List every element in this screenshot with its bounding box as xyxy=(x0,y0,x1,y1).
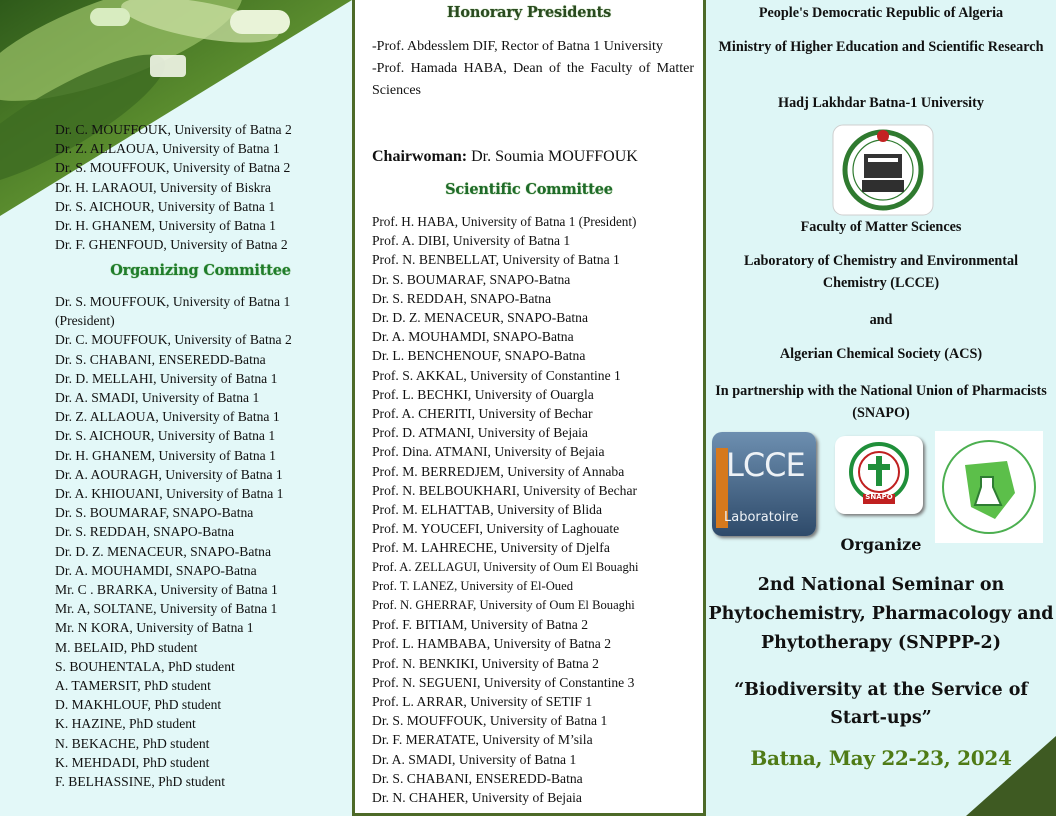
list-item: Dr. S. AICHOUR, University of Batna 1 xyxy=(55,428,276,444)
honorary-presidents-list xyxy=(372,36,694,102)
list-item: Prof. N. BENBELLAT, University of Batna 1 xyxy=(372,252,620,268)
seminar-theme: “Biodiversity at the Service of Start-ups” xyxy=(734,680,1028,728)
chair-label: Chairwoman: xyxy=(372,148,468,165)
list-item: Prof. M. ELHATTAB, University of Blida xyxy=(372,502,602,518)
faculty-line: Faculty of Matter Sciences xyxy=(800,219,962,235)
list-item: Prof. Dina. ATMANI, University of Bejaia xyxy=(372,444,605,460)
list-item: Dr. S. BOUMARAF, SNAPO-Batna xyxy=(372,271,571,287)
scientific-committee-list xyxy=(372,212,699,807)
list-item: Mr. A, SOLTANE, University of Batna 1 xyxy=(55,601,278,617)
list-item: Dr. C. MOUFFOUK, University of Batna 2 xyxy=(55,122,292,137)
list-item: Dr. S. MOUFFOUK, University of Batna 2 xyxy=(55,160,291,176)
list-item: Prof. A. CHERITI, University of Bechar xyxy=(372,406,593,422)
list-item: Prof. A. DIBI, University of Batna 1 xyxy=(372,233,571,249)
and-line: and xyxy=(869,312,893,328)
list-item: Prof. M. BERREDJEM, University of Annaba xyxy=(372,463,625,479)
list-item: Prof. N. BENKIKI, University of Batna 2 xyxy=(372,655,599,671)
scientific-committee-heading: Scientific Committee xyxy=(445,181,613,198)
snapo-emblem xyxy=(835,436,923,514)
list-item: Dr. S. BOUMARAF, SNAPO-Batna xyxy=(55,505,254,521)
list-item: Dr. Z. ALLAOUA, University of Batna 1 xyxy=(55,141,280,157)
list-item: Dr. A. MOUHAMDI, SNAPO-Batna xyxy=(55,562,257,578)
honorary-president: -Prof. Hamada HABA, Dean of the Faculty of Matter Sciences xyxy=(372,61,694,98)
chairwoman xyxy=(372,148,703,166)
chair-name: Dr. Soumia MOUFFOUK xyxy=(471,148,638,165)
snapo-logo xyxy=(835,436,923,514)
list-item: Dr. H. GHANEM, University of Batna 1 xyxy=(55,447,276,463)
list-item: Prof. F. BITIAM, University of Batna 2 xyxy=(372,617,589,633)
list-item: Dr. S. REDDAH, SNAPO-Batna xyxy=(372,290,551,306)
list-item: Dr. H. GHANEM, University of Batna 1 xyxy=(55,218,276,234)
list-item: Dr. D. Z. MENACEUR, SNAPO-Batna xyxy=(55,543,271,559)
university-line: Hadj Lakhdar Batna-1 University xyxy=(778,95,984,111)
lcce-logo-text: LCCE xyxy=(726,446,805,484)
seminar-title: 2nd National Seminar on Phytochemistry, Pharmacology and Phytotherapy (SNPPP-2) xyxy=(708,575,1054,653)
seminar-date: Batna, May 22-23, 2024 xyxy=(750,746,1012,770)
list-item: A. TAMERSIT, PhD student xyxy=(55,678,211,694)
corner-decoration xyxy=(966,736,1056,816)
list-item: Dr. A. MOUHAMDI, SNAPO-Batna xyxy=(372,329,574,345)
list-item: K. HAZINE, PhD student xyxy=(55,716,196,732)
organizing-committee-list xyxy=(55,292,346,791)
list-item: Dr. S. CHABANI, ENSEREDD-Batna xyxy=(55,351,266,367)
organizing-committee-heading: Organizing Committee xyxy=(110,262,291,279)
list-item: Dr. F. MERATATE, University of M’sila xyxy=(372,732,593,748)
list-item: Prof. N. GHERRAF, University of Oum El Bouaghi xyxy=(372,598,635,613)
list-item: Dr. N. CHAHER, University of Bejaia xyxy=(372,790,582,806)
lcce-logo-subtext: Laboratoire xyxy=(724,510,799,525)
ministry-line: Ministry of Higher Education and Scientific Research xyxy=(718,39,1044,55)
list-item: N. BEKACHE, PhD student xyxy=(55,735,210,751)
list-item: Dr. S. AICHOUR, University of Batna 1 xyxy=(55,198,276,214)
list-item: Prof. L. ARRAR, University of SETIF 1 xyxy=(372,694,593,710)
list-item: D. MAKHLOUF, PhD student xyxy=(55,697,222,713)
list-item: Dr. D. MELLAHI, University of Batna 1 xyxy=(55,370,278,386)
list-item: Prof. L. BECHKI, University of Ouargla xyxy=(372,386,594,402)
list-item: Dr. S. CHABANI, ENSEREDD-Batna xyxy=(372,770,583,786)
list-item: S. BOUHENTALA, PhD student xyxy=(55,658,235,674)
list-item: Dr. A. SMADI, University of Batna 1 xyxy=(55,390,260,406)
list-item: Prof. M. LAHRECHE, University of Djelfa xyxy=(372,540,610,556)
list-item: K. MEHDADI, PhD student xyxy=(55,754,210,770)
snapo-logo-text: SNAPO xyxy=(865,493,893,501)
university-seal-logo xyxy=(832,124,934,216)
partnership-line: In partnership with the National Union of Pharmacists (SNAPO) xyxy=(715,383,1047,421)
list-item: Prof. D. ATMANI, University of Bejaia xyxy=(372,425,588,441)
honorary-presidents-heading: Honorary Presidents xyxy=(446,4,612,21)
list-item: Prof. T. LANEZ, University of El-Oued xyxy=(372,578,573,593)
left-panel xyxy=(0,0,352,816)
list-item: Dr. A. SMADI, University of Batna 1 xyxy=(372,751,577,767)
list-item: Mr. C . BRARKA, University of Batna 1 xyxy=(55,582,278,598)
middle-panel xyxy=(352,0,706,816)
list-item: Dr. S. REDDAH, SNAPO-Batna xyxy=(55,524,234,540)
list-item: Dr. D. Z. MENACEUR, SNAPO-Batna xyxy=(372,310,588,326)
list-item: Prof. S. AKKAL, University of Constantine 1 xyxy=(372,367,621,383)
list-item: Prof. N. BELBOUKHARI, University of Bechar xyxy=(372,482,638,498)
list-item: Prof. M. YOUCEFI, University of Laghouate xyxy=(372,521,620,537)
list-item: Dr. S. MOUFFOUK, University of Batna 1 xyxy=(372,713,608,729)
list-item: Dr. A. AOURAGH, University of Batna 1 xyxy=(55,466,283,482)
list-item: Dr. H. LARAOUI, University of Biskra xyxy=(55,179,271,195)
list-item: Dr. Z. ALLAOUA, University of Batna 1 xyxy=(55,409,280,425)
list-item: Prof. L. HAMBABA, University of Batna 2 xyxy=(372,636,612,652)
list-item: F. BELHASSINE, PhD student xyxy=(55,774,225,790)
organize-label: Organize xyxy=(840,535,922,554)
list-item: Dr. S. MOUFFOUK, University of Batna 1 (President) xyxy=(55,294,291,329)
lcce-logo xyxy=(712,432,816,536)
list-item: Prof. A. ZELLAGUI, University of Oum El Bouaghi xyxy=(372,559,639,574)
list-item: Dr. F. GHENFOUD, University of Batna 2 xyxy=(55,237,288,253)
list-item: Dr. L. BENCHENOUF, SNAPO-Batna xyxy=(372,348,586,364)
list-item: Prof. H. HABA, University of Batna 1 (President) xyxy=(372,214,637,229)
algerian-chemical-society-logo xyxy=(935,431,1043,543)
right-panel xyxy=(706,0,1056,816)
republic-line: People's Democratic Republic of Algeria xyxy=(758,5,1004,21)
list-item: M. BELAID, PhD student xyxy=(55,639,198,655)
list-item: Dr. C. MOUFFOUK, University of Batna 2 xyxy=(55,332,292,348)
list-item: Dr. A. KHIOUANI, University of Batna 1 xyxy=(55,486,284,502)
honorary-president: -Prof. Abdesslem DIF, Rector of Batna 1 University xyxy=(372,39,663,54)
laboratory-line: Laboratory of Chemistry and Environmental Chemistry (LCCE) xyxy=(743,253,1019,291)
committee-list-continued xyxy=(55,120,346,254)
society-line: Algerian Chemical Society (ACS) xyxy=(779,346,983,362)
list-item: Mr. N KORA, University of Batna 1 xyxy=(55,620,254,636)
list-item: Prof. N. SEGUENI, University of Constantine 3 xyxy=(372,674,635,690)
